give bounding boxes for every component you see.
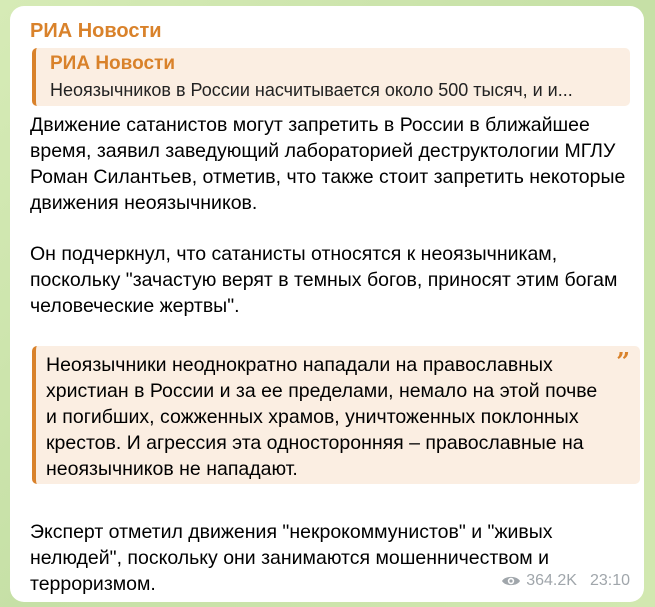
message-time: 23:10 bbox=[589, 572, 630, 589]
reply-preview[interactable] bbox=[32, 48, 630, 106]
message-paragraph-3: Эксперт отметил движения "некрокоммунистов" и "живых нелюдей", поскольку они занимаются мошенничеством и терроризмом. bbox=[30, 521, 553, 595]
channel-name[interactable]: РИА Новости bbox=[30, 20, 162, 42]
message-paragraph-2: Он подчеркнул, что сатанисты относятся к неоязычникам, поскольку "зачастую верят в темных богов, приносят этим богам человеческие жертвы". bbox=[30, 243, 618, 317]
quote-text: Неоязычники неоднократно нападали на православных христиан в России и за ее пределами, немало на этой почве и погибших, сожженных храмов, уничтоженных поклонных крестов. И агрессия эта односторонняя – православные на неоязычников не нападают. bbox=[46, 354, 598, 480]
reply-text: Неоязычников в России насчитывается около 500 тысяч, и и... bbox=[50, 80, 573, 100]
message-paragraph-1: Движение сатанистов могут запретить в России в ближайшее время, заявил заведующий лабораторией деструктологии МГЛУ Роман Силантьев, отметив, что также стоит запретить некоторые движения неоязычников. bbox=[30, 114, 626, 214]
message-bubble[interactable] bbox=[10, 6, 644, 602]
reply-title: РИА Новости bbox=[50, 53, 175, 74]
eye-icon bbox=[501, 574, 521, 588]
quote-icon: ” bbox=[616, 347, 630, 376]
blockquote bbox=[32, 346, 640, 484]
view-count: 364.2K bbox=[526, 572, 577, 589]
message-meta bbox=[501, 572, 630, 590]
